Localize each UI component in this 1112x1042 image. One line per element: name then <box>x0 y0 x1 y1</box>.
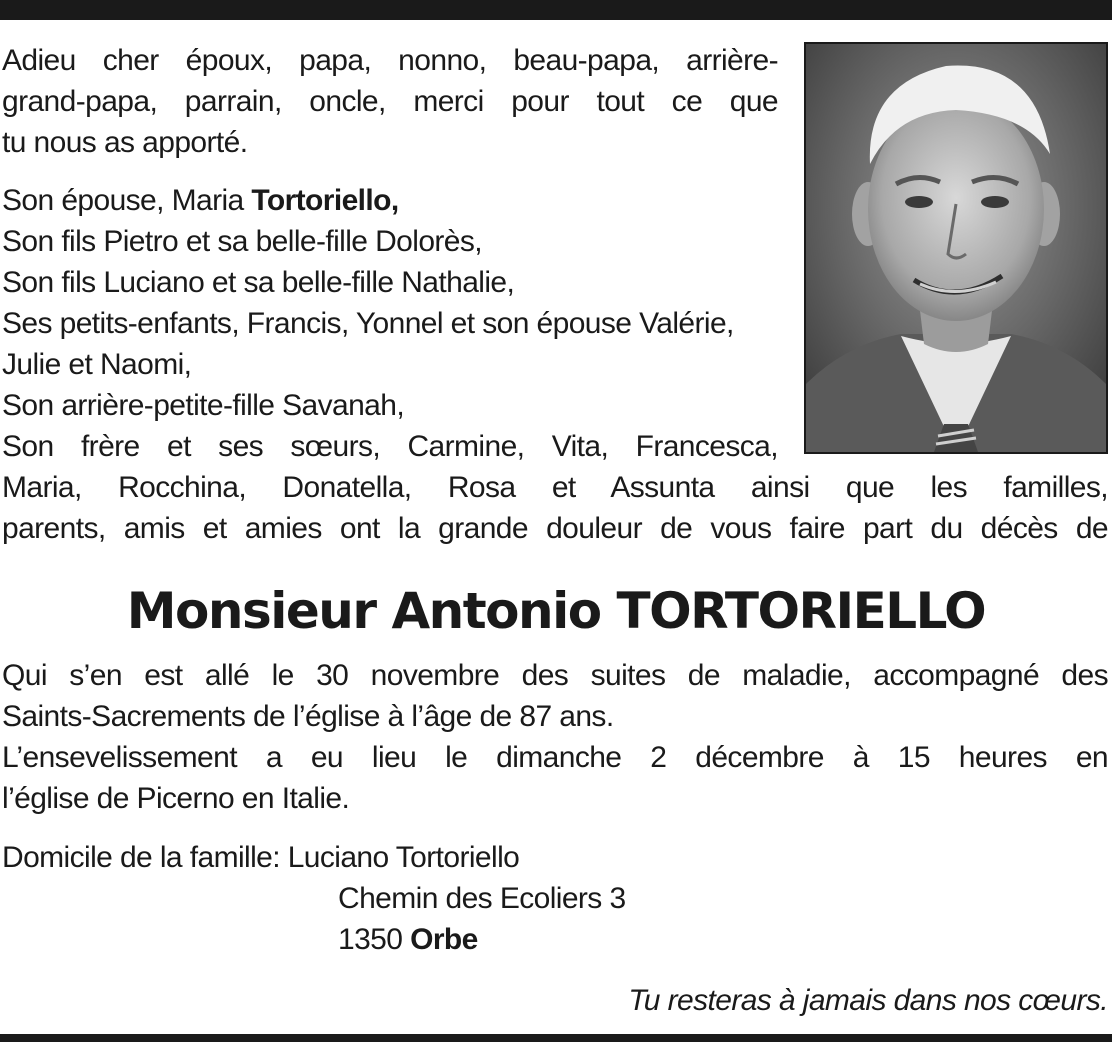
domicile-postcode: 1350 <box>338 923 411 956</box>
siblings-line-2: Maria, Rocchina, Donatella, Rosa et Assunta ainsi que les familles, <box>2 471 1108 504</box>
spouse-surname: Tortoriello, <box>251 184 399 217</box>
death-details-line-1: Qui s’en est allé le 30 novembre des suites de maladie, accompagné des <box>2 659 1108 692</box>
death-details-line-2: Saints-Sacrements de l’église à l’âge de 87 ans. <box>2 700 614 733</box>
farewell-line-2: grand-papa, parrain, oncle, merci pour tout ce que <box>2 85 778 118</box>
farewell-line-1: Adieu cher époux, papa, nonno, beau-papa, arrière- <box>2 44 778 77</box>
grandchildren-line-1: Ses petits-enfants, Francis, Yonnel et son épouse Valérie, <box>2 307 734 340</box>
spouse-line <box>2 180 399 221</box>
grandchildren-line-2: Julie et Naomi, <box>2 348 192 381</box>
deceased-name-heading: Monsieur Antonio TORTORIELLO <box>126 582 986 640</box>
burial-details-line-1: L’ensevelissement a eu lieu le dimanche 2 décembre à 15 heures en <box>2 741 1108 774</box>
domicile-city-line <box>338 919 478 960</box>
domicile-name: Luciano Tortoriello <box>287 841 520 874</box>
closing-phrase: Tu resteras à jamais dans nos cœurs. <box>628 984 1108 1017</box>
domicile-street: Chemin des Ecoliers 3 <box>338 882 626 915</box>
burial-details-line-2: l’église de Picerno en Italie. <box>2 782 350 815</box>
farewell-line-3: tu nous as apporté. <box>2 126 248 159</box>
son-luciano-line: Son fils Luciano et sa belle-fille Nathalie, <box>2 266 515 299</box>
son-pietro-line: Son fils Pietro et sa belle-fille Dolorès, <box>2 225 483 258</box>
announcement-line: parents, amis et amies ont la grande douleur de vous faire part du décès de <box>2 512 1108 545</box>
domicile-label: Domicile de la famille: <box>2 841 288 874</box>
domicile-city: Orbe <box>410 923 478 956</box>
spouse-prefix: Son épouse, Maria <box>2 184 252 217</box>
bottom-rule <box>0 1034 1112 1042</box>
domicile-line <box>2 837 519 878</box>
portrait-photo <box>804 42 1108 454</box>
siblings-line-1: Son frère et ses sœurs, Carmine, Vita, Francesca, <box>2 430 778 463</box>
great-grandchild-line: Son arrière-petite-fille Savanah, <box>2 389 405 422</box>
portrait-image <box>806 44 1106 452</box>
top-rule <box>0 0 1112 20</box>
